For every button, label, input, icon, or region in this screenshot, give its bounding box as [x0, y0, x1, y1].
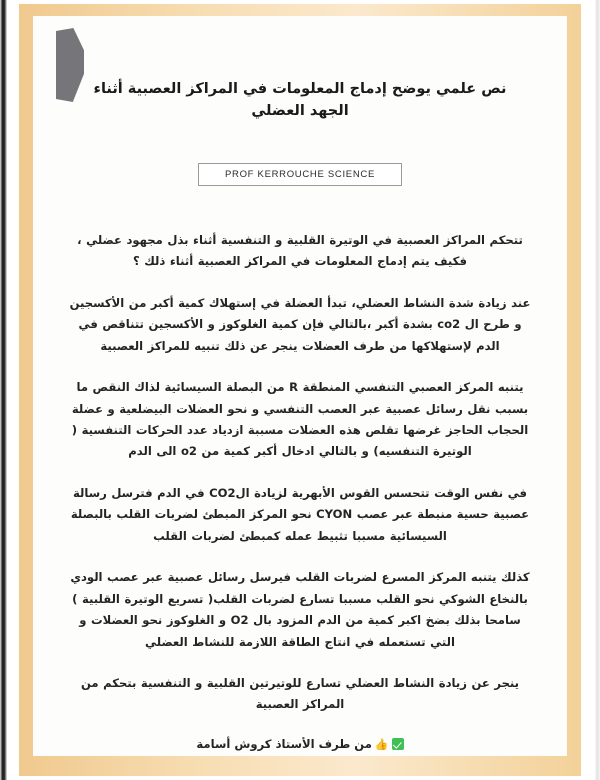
page-title-line-2: الجهد العضلي: [251, 103, 349, 120]
page-title-line-1: نص علمي يوضح إدماج المعلومات في المراكز العصبية أثناء: [93, 81, 507, 97]
document-content: [33, 16, 567, 756]
body-text: [69, 230, 531, 755]
thumbs-up-icon: 👍: [374, 737, 389, 751]
paragraph-cardiac-accelerator: كذلك يتنبه المركز المسرع لضربات القلب فيرسل رسائل عصبية عبر عصب الودي بالنخاع الشوكي نحو القلب مسببا تسارع لضربات القلب( تسريع الوتيرة القلبية ) سامحا بذلك بضخ اكبر كمية من الدم المزود بال O2 و الغلوكوز نحو العضلات و التي تستعمله في انتاج الطاقة اللازمة للنشاط العضلي: [70, 570, 530, 649]
paragraph-muscle-activity: عند زيادة شدة النشاط العضلي، تبدأ العضلة في إستهلاك كمية أكبر من الأكسجين و طرح ال co2 بشدة أكبر ،بالتالي فإن كمية الغلوكوز و الأكسجين تتناقص في الدم لإستهلاكها من طرف العضلات ينجر عن ذلك تنبيه للمراكز العصبية: [69, 295, 531, 353]
paragraph-conclusion: ينجر عن زيادة النشاط العضلي تسارع للوتيرتين القلبية و التنفسية بتحكم من المراكز العصبية: [80, 675, 520, 712]
photo-left-edge-strip: [0, 0, 7, 780]
author-label-box: PROF KERROUCHE SCIENCE: [198, 163, 402, 186]
paragraph-respiratory-center: يتنبه المركز العصبي التنفسي المنطقة R من البصلة السيسائية لذاك النقص ما بسبب نقل رسائل عصبية عبر العصب التنفسي و نحو العضلات البيضلعية و عضلة الحجاب الحاجز غرضها تقلص هذه العضلات مسببة ازدياد عدد الحركات التنفسية ( الوتيرة التنفسيه) و بالتالي ادخال أكبر كمية من o2 الى الدم: [71, 380, 529, 459]
signature: [69, 734, 531, 755]
page-title: [83, 78, 517, 123]
paper-frame: [19, 4, 581, 776]
paragraph-aortic-arch-cyon: في نفس الوقت تتحسس القوس الأبهرية لزيادة الCO2 في الدم فترسل رسالة عصبية حسية منبطة عبر عصب CYON نحو المركز المبطئ لضربات القلب بالبصلة السيسائية مسببا تثبيط عمله كمبطئ لضربات القلب: [70, 485, 530, 543]
paragraph-intro-question: تتحكم المراكز العصبية في الوتيرة القلبية و التنفسية أثناء بذل مجهود عضلي ، فكيف يتم إدماج المعلومات في المراكز العصبية أثناء ذلك ؟: [77, 232, 523, 269]
label-box-container: [69, 163, 531, 186]
page-sheet: [33, 16, 567, 756]
photo-right-edge-strip: [595, 0, 600, 780]
check-mark-icon: [392, 738, 404, 750]
signature-text: من طرف الأستاذ كروش أسامة: [196, 736, 372, 751]
